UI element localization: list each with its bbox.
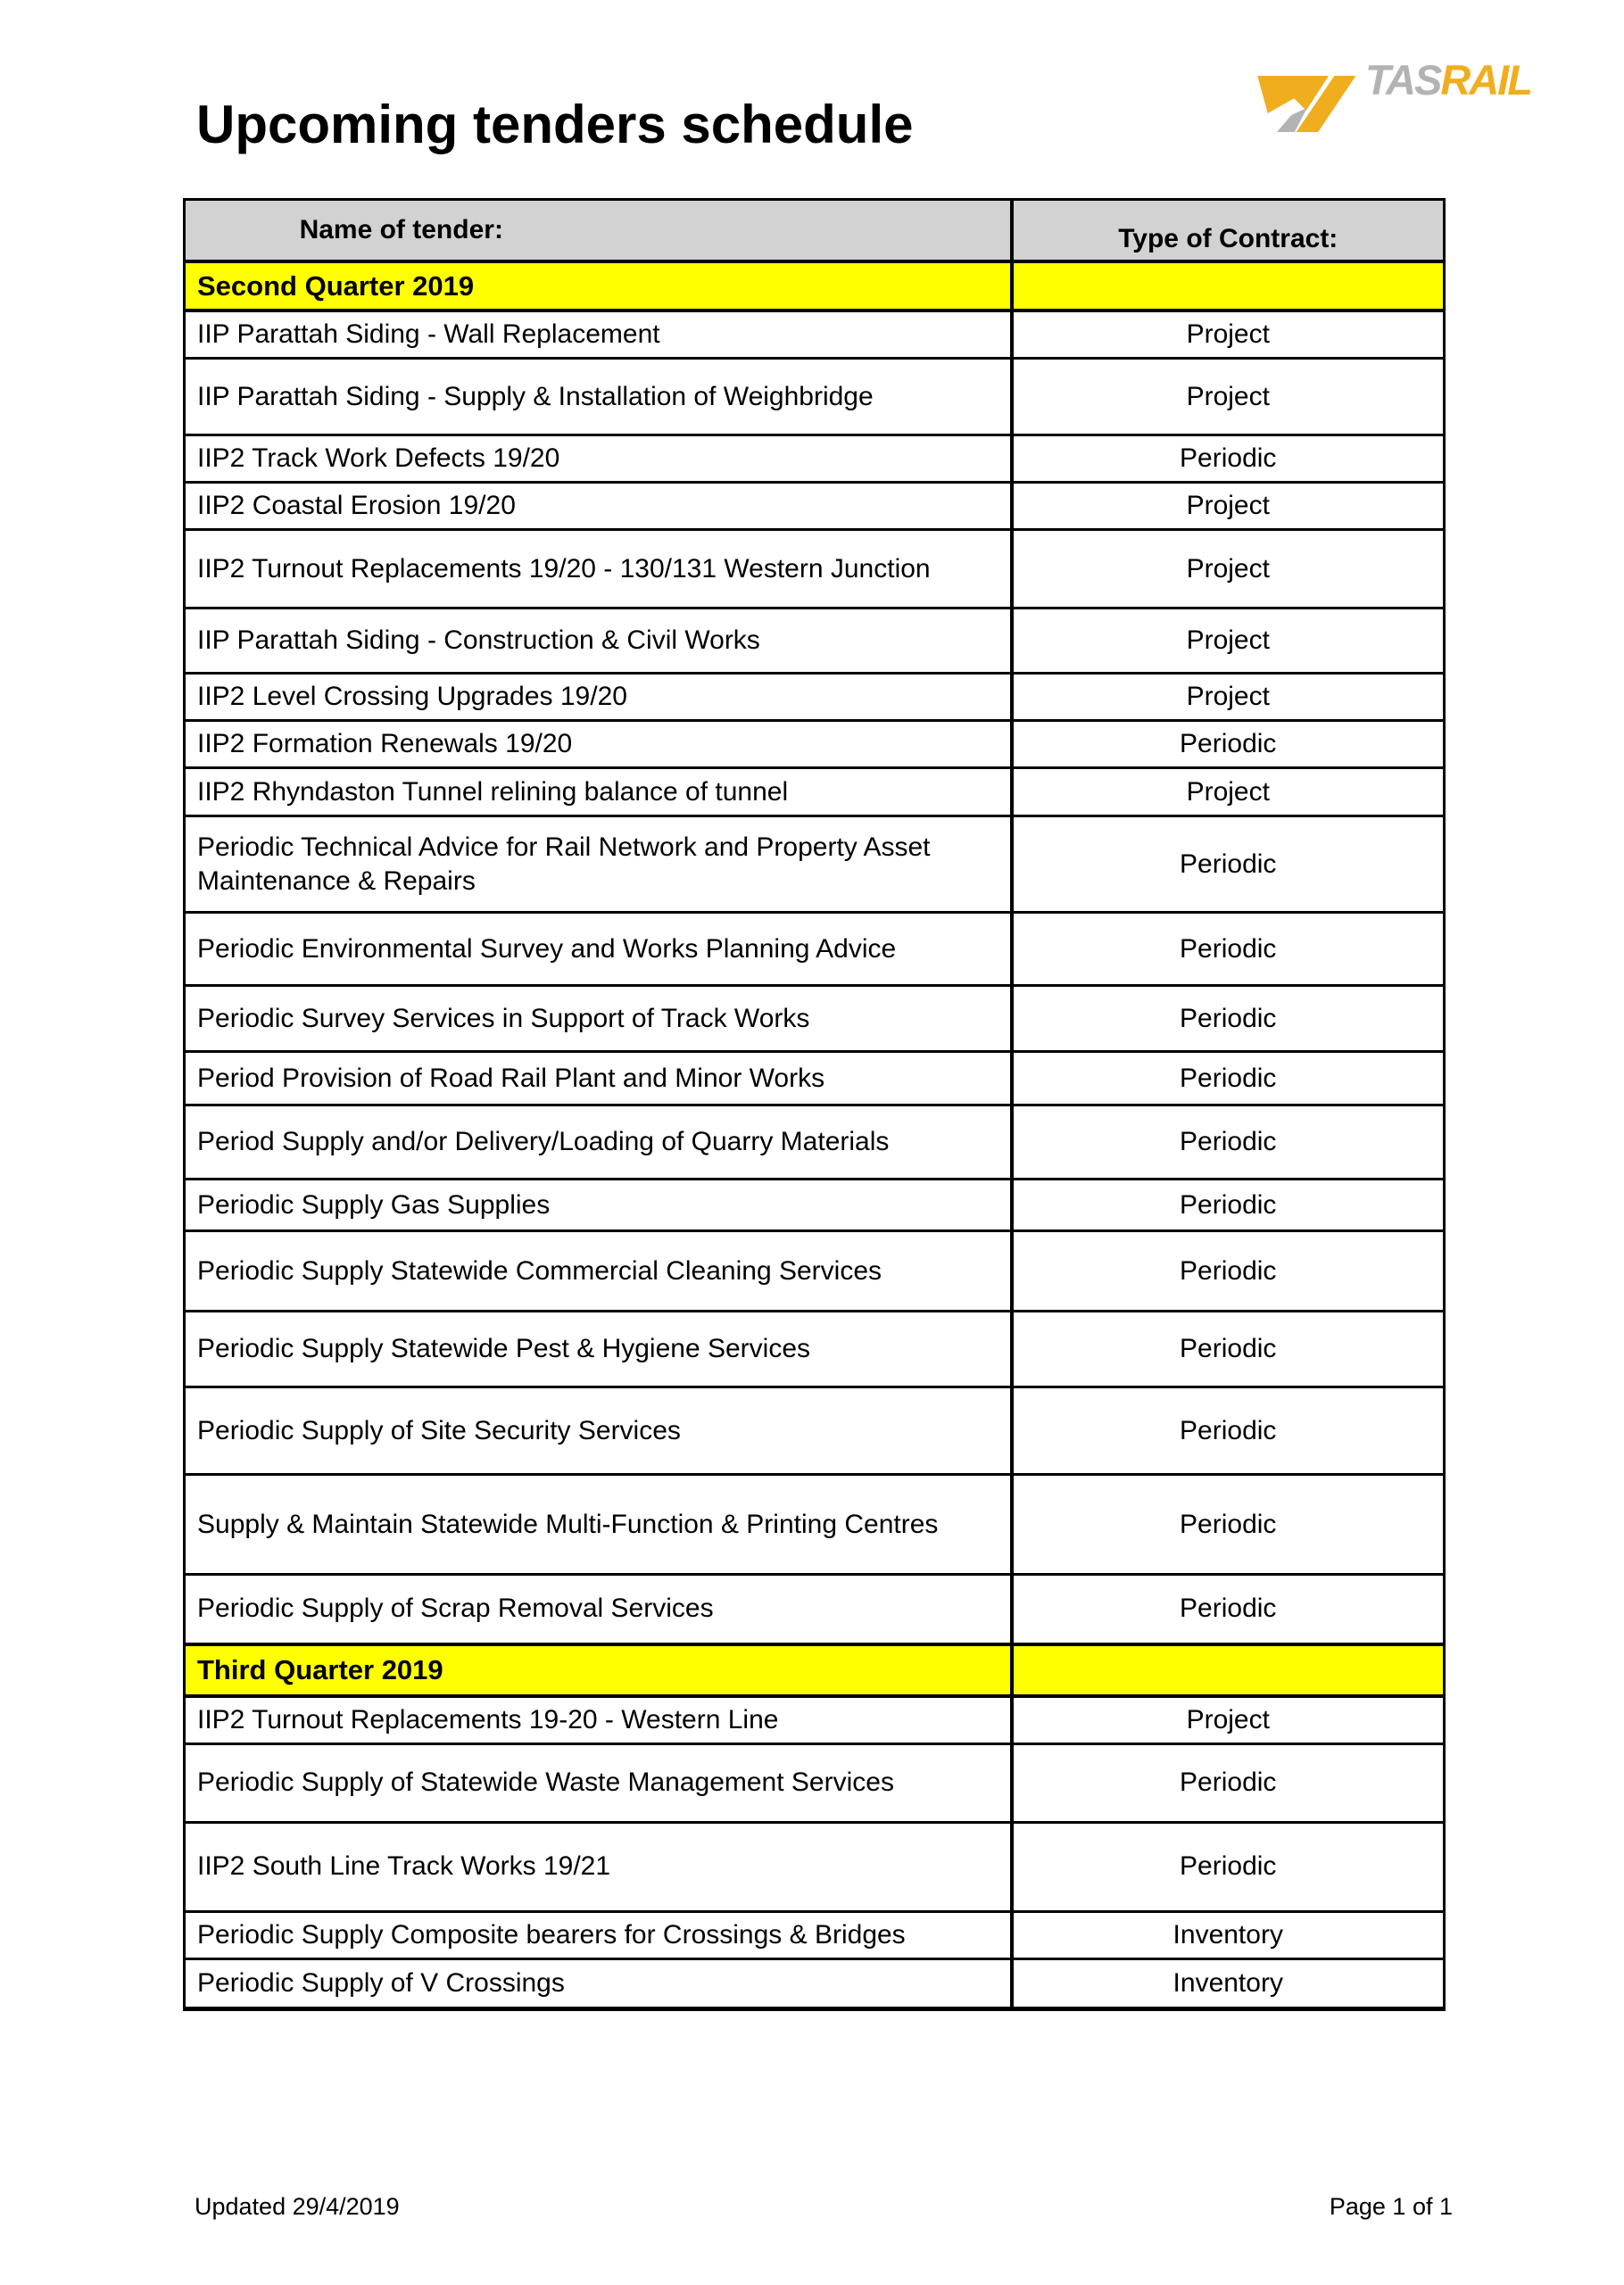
tender-name: IIP2 Track Work Defects 19/20: [185, 435, 1012, 483]
tender-row: [185, 359, 1445, 435]
contract-type: Periodic: [1012, 1822, 1445, 1911]
contract-type: Periodic: [1012, 435, 1445, 483]
column-header-type-of-contract: Type of Contract:: [1012, 200, 1445, 262]
tender-name: Periodic Supply of Scrap Removal Services: [185, 1575, 1012, 1644]
contract-type: Periodic: [1012, 1052, 1445, 1105]
contract-type: Project: [1012, 609, 1445, 674]
contract-type: Periodic: [1012, 1743, 1445, 1822]
tender-row: [185, 310, 1445, 359]
tender-name: Periodic Supply of Statewide Waste Management Services: [185, 1743, 1012, 1822]
contract-type: Periodic: [1012, 1387, 1445, 1475]
quarter-section-title: Third Quarter 2019: [185, 1644, 1012, 1696]
contract-type: Project: [1012, 359, 1445, 435]
tender-name: Periodic Supply Gas Supplies: [185, 1180, 1012, 1231]
logo-text-rail: RAIL: [1440, 56, 1531, 103]
quarter-section-row: [185, 261, 1445, 310]
tender-name: Periodic Environmental Survey and Works Planning Advice: [185, 913, 1012, 986]
tender-row: [185, 1180, 1445, 1231]
tender-row: [185, 986, 1445, 1052]
contract-type: Periodic: [1012, 913, 1445, 986]
tender-row: [185, 1958, 1445, 2008]
contract-type: Project: [1012, 674, 1445, 721]
tender-name: Supply & Maintain Statewide Multi-Function & Printing Centres: [185, 1475, 1012, 1575]
tenders-table: [183, 198, 1446, 2011]
tender-name: IIP2 South Line Track Works 19/21: [185, 1822, 1012, 1911]
contract-type: Periodic: [1012, 1180, 1445, 1231]
contract-type: Project: [1012, 1696, 1445, 1744]
tender-name: IIP2 Turnout Replacements 19/20 - 130/131 Western Junction: [185, 530, 1012, 609]
tender-name: IIP2 Coastal Erosion 19/20: [185, 483, 1012, 530]
tender-row: [185, 1696, 1445, 1744]
tender-row: [185, 721, 1445, 768]
tender-row: [185, 1231, 1445, 1312]
tender-row: [185, 768, 1445, 816]
tender-name: IIP2 Level Crossing Upgrades 19/20: [185, 674, 1012, 721]
quarter-section-row: [185, 1644, 1445, 1696]
tender-row: [185, 483, 1445, 530]
contract-type: Project: [1012, 768, 1445, 816]
tender-name: Periodic Technical Advice for Rail Network and Property Asset Maintenance & Repairs: [185, 816, 1012, 913]
tender-name: IIP Parattah Siding - Construction & Civil Works: [185, 609, 1012, 674]
contract-type: Periodic: [1012, 1231, 1445, 1312]
tender-name: Period Provision of Road Rail Plant and Minor Works: [185, 1052, 1012, 1105]
tender-name: IIP2 Turnout Replacements 19-20 - Western Line: [185, 1696, 1012, 1744]
contract-type: Project: [1012, 310, 1445, 359]
page-title: Upcoming tenders schedule: [196, 95, 914, 154]
tender-row: [185, 674, 1445, 721]
tender-row: [185, 1575, 1445, 1644]
tasrail-logo: [1256, 57, 1531, 132]
tender-row: [185, 1052, 1445, 1105]
tender-name: Periodic Supply of Site Security Services: [185, 1387, 1012, 1475]
tender-row: [185, 609, 1445, 674]
contract-type: Periodic: [1012, 986, 1445, 1052]
tender-row: [185, 1475, 1445, 1575]
contract-type: Inventory: [1012, 1958, 1445, 2008]
tender-name: Periodic Supply of V Crossings: [185, 1958, 1012, 2008]
tender-name: Periodic Survey Services in Support of Track Works: [185, 986, 1012, 1052]
tender-row: [185, 1105, 1445, 1180]
table-header-row: [185, 200, 1445, 262]
tender-row: [185, 913, 1445, 986]
contract-type: Project: [1012, 483, 1445, 530]
tender-row: [185, 435, 1445, 483]
contract-type: Periodic: [1012, 1475, 1445, 1575]
tender-name: IIP2 Rhyndaston Tunnel relining balance of tunnel: [185, 768, 1012, 816]
tender-name: IIP Parattah Siding - Supply & Installation of Weighbridge: [185, 359, 1012, 435]
logo-text-tas: TAS: [1364, 56, 1441, 103]
tender-row: [185, 816, 1445, 913]
tender-name: Period Supply and/or Delivery/Loading of Quarry Materials: [185, 1105, 1012, 1180]
contract-type: Periodic: [1012, 1575, 1445, 1644]
tender-name: Periodic Supply Statewide Pest & Hygiene Services: [185, 1312, 1012, 1387]
quarter-section-title: Second Quarter 2019: [185, 261, 1012, 310]
tender-row: [185, 530, 1445, 609]
tender-row: [185, 1911, 1445, 1958]
tender-row: [185, 1312, 1445, 1387]
contract-type: Periodic: [1012, 816, 1445, 913]
contract-type: Periodic: [1012, 1105, 1445, 1180]
tasrail-logo-mark: [1256, 57, 1362, 132]
contract-type: Periodic: [1012, 1312, 1445, 1387]
tender-row: [185, 1822, 1445, 1911]
page-number: Page 1 of 1: [1329, 2193, 1453, 2220]
column-header-name-of-tender: Name of tender:: [185, 200, 1012, 262]
tasrail-wordmark: [1364, 56, 1531, 103]
tender-row: [185, 1743, 1445, 1822]
contract-type: Periodic: [1012, 721, 1445, 768]
tender-name: Periodic Supply Statewide Commercial Cleaning Services: [185, 1231, 1012, 1312]
contract-type: Inventory: [1012, 1911, 1445, 1958]
quarter-section-empty-cell: [1012, 261, 1445, 310]
tender-name: Periodic Supply Composite bearers for Crossings & Bridges: [185, 1911, 1012, 1958]
tender-name: IIP Parattah Siding - Wall Replacement: [185, 310, 1012, 359]
tender-name: IIP2 Formation Renewals 19/20: [185, 721, 1012, 768]
quarter-section-empty-cell: [1012, 1644, 1445, 1696]
page-footer: [195, 2191, 1453, 2222]
tender-row: [185, 1387, 1445, 1475]
contract-type: Project: [1012, 530, 1445, 609]
updated-date: Updated 29/4/2019: [195, 2193, 400, 2220]
